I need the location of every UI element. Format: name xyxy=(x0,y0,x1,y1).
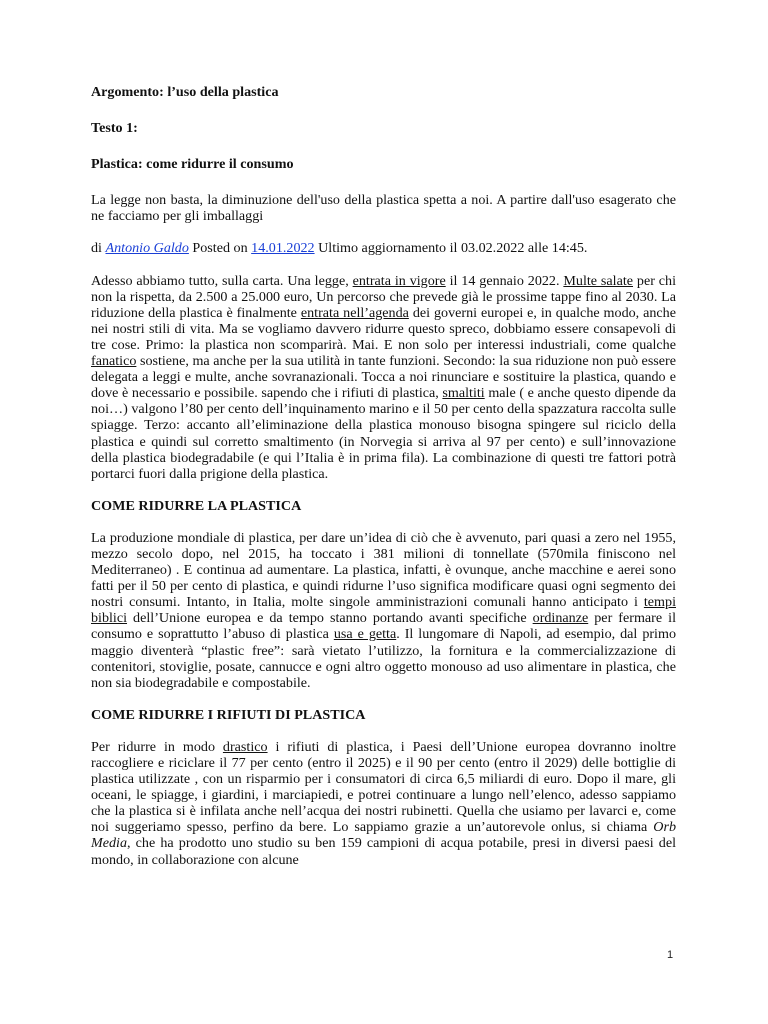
page-number: 1 xyxy=(667,949,674,961)
p3-text: Per ridurre in modo xyxy=(91,738,223,755)
p1-text: male ( e anche questo dipende da noi…) valgono l’80 per cento dell’inquinamento marino e il 50 per cento della spazzatura raccolta sulle spiagge. Terzo: accanto all’eliminazione della plastica monouso bisogna spingere sul riciclo della plastica e quindi sul corretto smaltimento (in Norvegia si arriva al 97 per cento) e sull’innovazione della plastica biodegradabile (e qui l’Italia è in prima fila). La combinazione di questi tre fattori potrà portarci fuori dalla prigione della plastica. xyxy=(91,385,677,482)
section-heading-ridurre-rifiuti: COME RIDURRE I RIFIUTI DI PLASTICA xyxy=(91,706,366,723)
article-title: Plastica: come ridurre il consumo xyxy=(91,156,294,173)
orb-media-name: Orb Media xyxy=(91,819,676,852)
link-usa-e-getta[interactable]: usa e getta xyxy=(333,626,397,643)
link-entrata-agenda[interactable]: entrata nell’agenda xyxy=(300,304,409,321)
p2-text: dell’Unione europea e da tempo stanno portando avanti specifiche xyxy=(127,610,533,627)
byline xyxy=(91,240,676,256)
p2-text: per fermare il consumo e soprattutto l’abuso di plastica xyxy=(91,610,676,643)
paragraph-3 xyxy=(91,739,676,868)
p3-text: , che ha prodotto uno studio su ben 159 campioni di acqua potabile, presi in diversi paesi del mondo, in collaborazione con alcune xyxy=(91,835,676,868)
p1-text: Adesso abbiamo tutto, sulla carta. Una legge, xyxy=(91,272,353,289)
byline-posted: Posted on xyxy=(188,240,252,257)
date-link[interactable]: 14.01.2022 xyxy=(251,240,315,257)
article-subtitle: La legge non basta, la diminuzione dell'uso della plastica spetta a noi. A partire dall'uso esagerato che ne facciamo per gli imballaggi xyxy=(91,192,676,225)
p2-text: . Il lungomare di Napoli, ad esempio, dal primo maggio diventerà “plastic free”: sarà vietato l’utilizzo, la fornitura e la commercializzazione di contenitori, stoviglie, posate, cannucce e ogni altro oggetto monouso ad uso alimentare in plastica, che non sia biodegradabile e compostabile. xyxy=(91,626,676,691)
link-entrata-in-vigore[interactable]: entrata in vigore xyxy=(352,272,446,289)
link-ordinanze[interactable]: ordinanze xyxy=(532,610,589,627)
link-multe-salate[interactable]: Multe salate xyxy=(563,272,634,289)
text-label: Testo 1: xyxy=(91,120,138,137)
link-smaltiti[interactable]: smaltiti xyxy=(442,385,485,402)
p1-text: per chi non la rispetta, da 2.500 a 25.000 euro, Un percorso che prevede già le prossime tappe fino al 2030. La riduzione della plastica è finalmente xyxy=(91,272,676,321)
byline-di: di xyxy=(91,240,106,257)
p2-text: La produzione mondiale di plastica, per dare un’idea di ciò che è avvenuto, pari quasi a zero nel 1955, mezzo secolo dopo, nel 2015, ha toccato i 381 milioni di tonnellate (570mila finiscono nel Mediterraneo) . E continua ad aumentare. La plastica, infatti, è ovunque, anche macchine e aerei sono fatti per il 50 per cento di plastica, e quindi ridurne l’uso significa modificare quasi ogni segmento dei nostri consumi. Intanto, in Italia, molte singole amministrazioni comunali hanno anticipato i xyxy=(91,529,676,611)
paragraph-1 xyxy=(91,273,676,482)
link-tempi-biblici[interactable]: tempi biblici xyxy=(91,594,676,627)
p1-text: sostiene, ma anche per la sua utilità in tante funzioni. Secondo: la sua riduzione non può essere delegata a leggi e multe, anche sovranazionali. Tocca a noi rinunciare e sostituire la plastica, quando e dove è necessario e possibile. sapendo che i rifiuti di plastica, xyxy=(91,353,676,402)
author-link[interactable]: Antonio Galdo xyxy=(105,240,189,257)
byline-updated: Ultimo aggiornamento il 03.02.2022 alle 14:45. xyxy=(314,240,588,257)
link-fanatico[interactable]: fanatico xyxy=(91,353,137,370)
topic-heading: Argomento: l’uso della plastica xyxy=(91,84,279,100)
paragraph-2 xyxy=(91,530,676,691)
link-drastico[interactable]: drastico xyxy=(222,738,268,755)
p1-text: dei governi europei e, in qualche modo, anche nei nostri stili di vita. Ma se vogliamo davvero ridurre questo spreco, dobbiamo essere consapevoli di tre cose. Primo: la plastica non scomparirà. Mai. E non solo per interessi industriali, come qualche xyxy=(91,304,676,353)
section-heading-ridurre-plastica: COME RIDURRE LA PLASTICA xyxy=(91,497,302,514)
p3-text: i rifiuti di plastica, i Paesi dell’Unione europea dovranno inoltre raccogliere e riciclare il 77 per cento (entro il 2025) e il 90 per cento (entro il 2029) delle bottiglie di plastica utilizzate , con un risparmio per i consumatori di circa 6,5 miliardi di euro. Dopo il mare, gli oceani, le spiagge, i giardini, i marciapiedi, e potrei continuare a lungo nell’elenco, adesso sappiamo che la plastica si è infilata anche nell’acqua dei nostri rubinetti. Quella che usiamo per lavarci e, come noi suggeriamo spesso, perfino da bere. Lo sappiamo grazie a un’autorevole onlus, si chiama xyxy=(91,738,676,836)
p1-text: il 14 gennaio 2022. xyxy=(445,272,564,289)
document-body xyxy=(91,84,676,868)
